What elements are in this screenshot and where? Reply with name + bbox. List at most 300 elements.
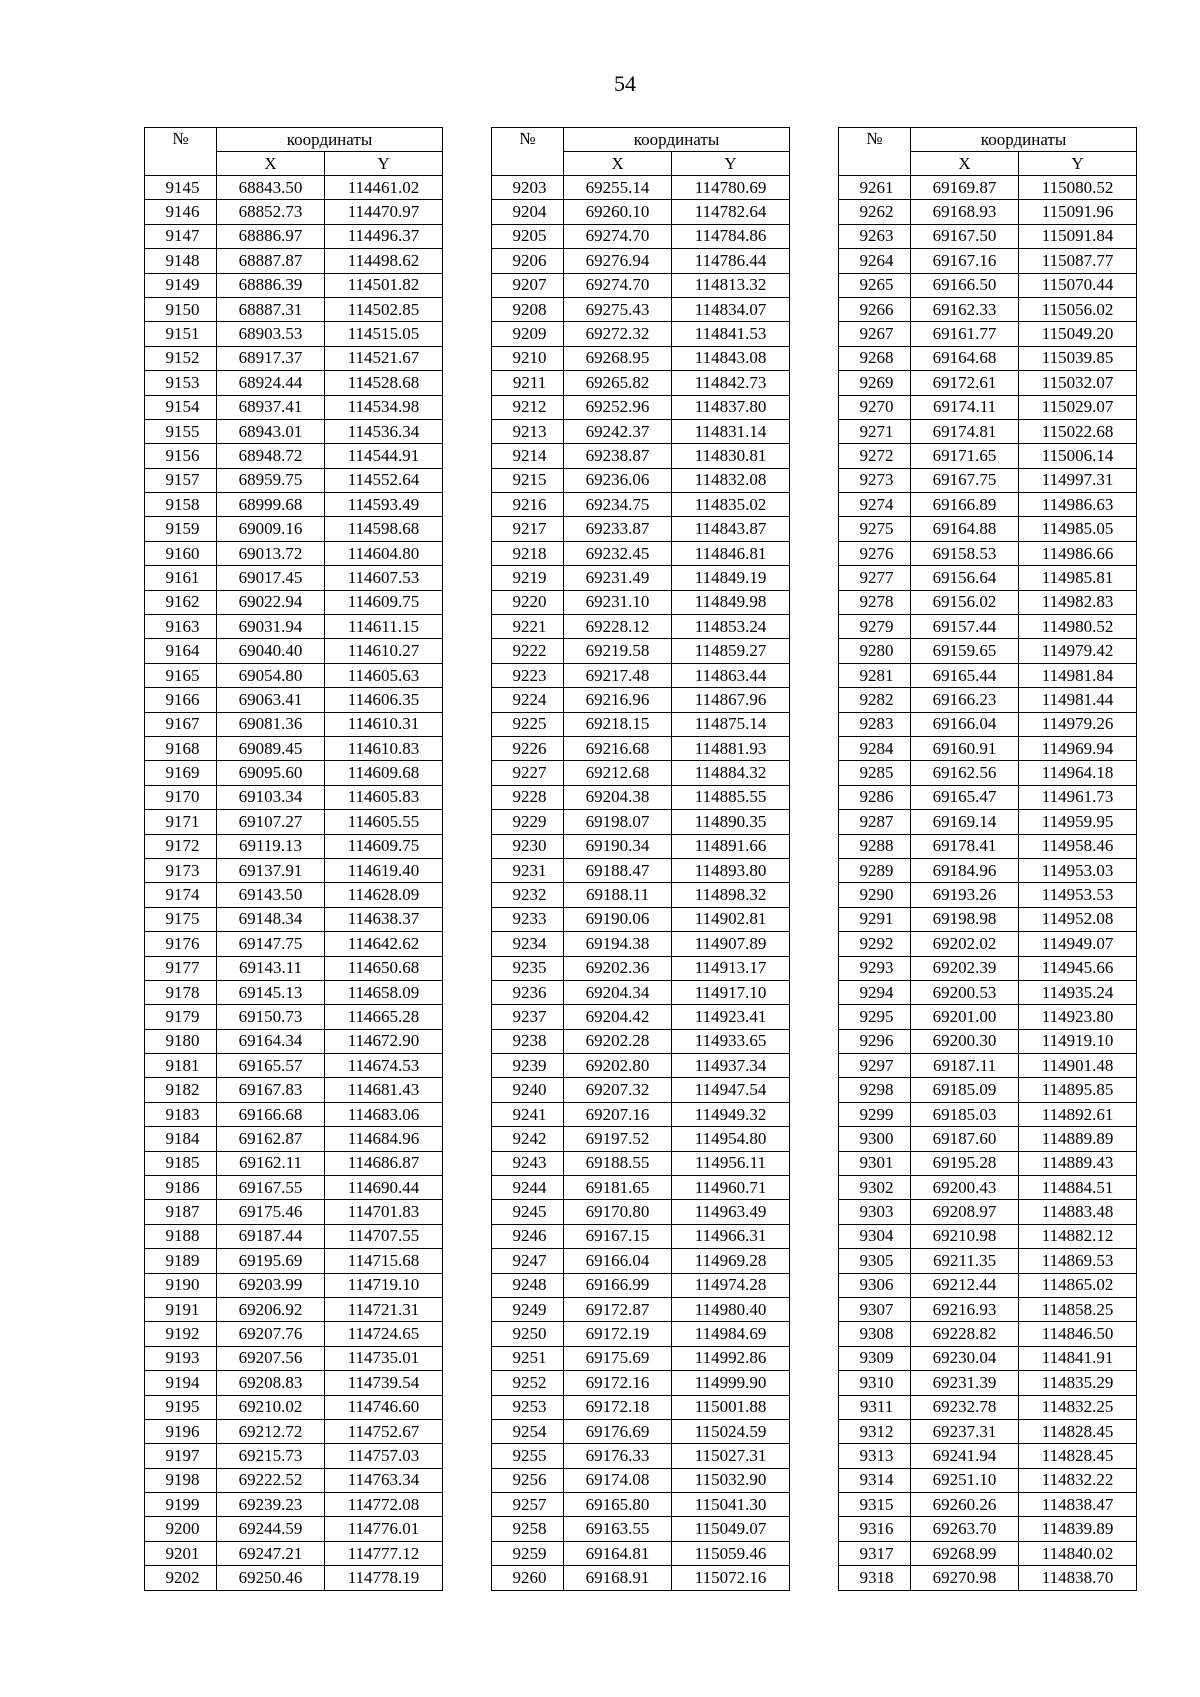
point-number: 9226 xyxy=(492,736,564,760)
y-coordinate: 115087.77 xyxy=(1019,249,1137,273)
x-coordinate: 69201.00 xyxy=(911,1005,1019,1029)
y-coordinate: 114828.45 xyxy=(1019,1419,1137,1443)
point-number: 9297 xyxy=(839,1054,911,1078)
y-coordinate: 114875.14 xyxy=(672,712,790,736)
x-coordinate: 69207.32 xyxy=(564,1078,672,1102)
y-coordinate: 114843.87 xyxy=(672,517,790,541)
y-coordinate: 114830.81 xyxy=(672,444,790,468)
y-coordinate: 114885.55 xyxy=(672,785,790,809)
y-coordinate: 114619.40 xyxy=(325,858,443,882)
x-coordinate: 69200.43 xyxy=(911,1176,1019,1200)
table-row xyxy=(839,273,1137,297)
table-row xyxy=(839,1297,1137,1321)
y-coordinate: 114846.50 xyxy=(1019,1322,1137,1346)
y-coordinate: 114752.67 xyxy=(325,1419,443,1443)
x-coordinate: 69040.40 xyxy=(217,639,325,663)
point-number: 9255 xyxy=(492,1444,564,1468)
x-coordinate: 69165.80 xyxy=(564,1493,672,1517)
x-coordinate: 69184.96 xyxy=(911,858,1019,882)
y-coordinate: 114858.25 xyxy=(1019,1297,1137,1321)
table-row xyxy=(839,1273,1137,1297)
point-number: 9313 xyxy=(839,1444,911,1468)
table-row xyxy=(839,883,1137,907)
table-row xyxy=(839,1151,1137,1175)
point-number: 9159 xyxy=(145,517,217,541)
y-coordinate: 114923.41 xyxy=(672,1005,790,1029)
point-number: 9149 xyxy=(145,273,217,297)
point-number: 9283 xyxy=(839,712,911,736)
x-coordinate: 69022.94 xyxy=(217,590,325,614)
y-coordinate: 114496.37 xyxy=(325,224,443,248)
table-row xyxy=(492,1541,790,1565)
x-coordinate: 69162.56 xyxy=(911,761,1019,785)
table-row xyxy=(145,224,443,248)
point-number: 9158 xyxy=(145,493,217,517)
table-row xyxy=(839,1102,1137,1126)
table-row xyxy=(492,883,790,907)
x-coordinate: 69219.58 xyxy=(564,639,672,663)
x-coordinate: 69195.69 xyxy=(217,1249,325,1273)
y-coordinate: 114841.53 xyxy=(672,322,790,346)
x-coordinate: 69208.83 xyxy=(217,1371,325,1395)
x-coordinate: 68937.41 xyxy=(217,395,325,419)
table-row xyxy=(145,834,443,858)
y-coordinate: 115070.44 xyxy=(1019,273,1137,297)
table-row xyxy=(839,980,1137,1004)
table-row xyxy=(839,1566,1137,1590)
x-coordinate: 69204.42 xyxy=(564,1005,672,1029)
table-row xyxy=(492,590,790,614)
y-coordinate: 114610.83 xyxy=(325,736,443,760)
x-coordinate: 69238.87 xyxy=(564,444,672,468)
y-coordinate: 114849.19 xyxy=(672,566,790,590)
y-coordinate: 114746.60 xyxy=(325,1395,443,1419)
x-coordinate: 69263.70 xyxy=(911,1517,1019,1541)
y-coordinate: 114690.44 xyxy=(325,1176,443,1200)
x-coordinate: 69166.50 xyxy=(911,273,1019,297)
table-row xyxy=(839,224,1137,248)
y-coordinate: 115039.85 xyxy=(1019,346,1137,370)
y-coordinate: 114501.82 xyxy=(325,273,443,297)
table-row xyxy=(839,371,1137,395)
point-number: 9187 xyxy=(145,1200,217,1224)
table-row xyxy=(839,566,1137,590)
x-coordinate: 69230.04 xyxy=(911,1346,1019,1370)
x-coordinate: 69187.44 xyxy=(217,1224,325,1248)
point-number: 9156 xyxy=(145,444,217,468)
point-number: 9290 xyxy=(839,883,911,907)
point-number: 9193 xyxy=(145,1346,217,1370)
point-number: 9196 xyxy=(145,1419,217,1443)
x-coordinate: 69204.34 xyxy=(564,980,672,1004)
point-number: 9164 xyxy=(145,639,217,663)
point-number: 9223 xyxy=(492,663,564,687)
x-coordinate: 69095.60 xyxy=(217,761,325,785)
x-coordinate: 69231.10 xyxy=(564,590,672,614)
y-coordinate: 114724.65 xyxy=(325,1322,443,1346)
point-number: 9230 xyxy=(492,834,564,858)
point-number: 9318 xyxy=(839,1566,911,1590)
y-coordinate: 114907.89 xyxy=(672,932,790,956)
point-number: 9171 xyxy=(145,810,217,834)
x-coordinate: 69195.28 xyxy=(911,1151,1019,1175)
table-row xyxy=(492,468,790,492)
point-number: 9176 xyxy=(145,932,217,956)
x-coordinate: 69188.47 xyxy=(564,858,672,882)
y-coordinate: 114979.42 xyxy=(1019,639,1137,663)
point-number: 9254 xyxy=(492,1419,564,1443)
y-coordinate: 114840.02 xyxy=(1019,1541,1137,1565)
point-number: 9152 xyxy=(145,346,217,370)
table-row xyxy=(492,1200,790,1224)
table-row xyxy=(492,419,790,443)
table-row xyxy=(492,395,790,419)
y-coordinate: 114843.08 xyxy=(672,346,790,370)
x-coordinate: 69167.50 xyxy=(911,224,1019,248)
x-coordinate: 69167.16 xyxy=(911,249,1019,273)
x-coordinate: 69207.16 xyxy=(564,1102,672,1126)
table-row xyxy=(145,1371,443,1395)
x-coordinate: 69165.44 xyxy=(911,663,1019,687)
y-coordinate: 114681.43 xyxy=(325,1078,443,1102)
x-coordinate: 69208.97 xyxy=(911,1200,1019,1224)
y-coordinate: 114881.93 xyxy=(672,736,790,760)
y-coordinate: 114853.24 xyxy=(672,615,790,639)
number-column-header: № xyxy=(145,128,217,176)
point-number: 9282 xyxy=(839,688,911,712)
x-coordinate: 69198.07 xyxy=(564,810,672,834)
x-coordinate: 69232.45 xyxy=(564,541,672,565)
y-coordinate: 114610.27 xyxy=(325,639,443,663)
y-coordinate: 114835.02 xyxy=(672,493,790,517)
y-column-header: Y xyxy=(672,152,790,176)
x-coordinate: 69207.56 xyxy=(217,1346,325,1370)
point-number: 9300 xyxy=(839,1127,911,1151)
x-coordinate: 69162.33 xyxy=(911,297,1019,321)
point-number: 9163 xyxy=(145,615,217,639)
point-number: 9316 xyxy=(839,1517,911,1541)
x-coordinate: 69174.81 xyxy=(911,419,1019,443)
point-number: 9305 xyxy=(839,1249,911,1273)
y-coordinate: 114917.10 xyxy=(672,980,790,1004)
y-coordinate: 114902.81 xyxy=(672,907,790,931)
table-row xyxy=(839,1029,1137,1053)
x-coordinate: 69009.16 xyxy=(217,517,325,541)
point-number: 9162 xyxy=(145,590,217,614)
x-coordinate: 69172.61 xyxy=(911,371,1019,395)
table-row xyxy=(839,1322,1137,1346)
point-number: 9167 xyxy=(145,712,217,736)
point-number: 9146 xyxy=(145,200,217,224)
point-number: 9314 xyxy=(839,1468,911,1492)
point-number: 9182 xyxy=(145,1078,217,1102)
x-coordinate: 69170.80 xyxy=(564,1200,672,1224)
x-column-header: X xyxy=(217,152,325,176)
y-coordinate: 114837.80 xyxy=(672,395,790,419)
y-coordinate: 114609.75 xyxy=(325,834,443,858)
y-coordinate: 114778.19 xyxy=(325,1566,443,1590)
x-coordinate: 69166.04 xyxy=(564,1249,672,1273)
table-row xyxy=(492,1005,790,1029)
table-row xyxy=(145,590,443,614)
x-coordinate: 69202.39 xyxy=(911,956,1019,980)
table-row xyxy=(145,712,443,736)
y-coordinate: 114638.37 xyxy=(325,907,443,931)
x-coordinate: 69164.88 xyxy=(911,517,1019,541)
point-number: 9177 xyxy=(145,956,217,980)
point-number: 9209 xyxy=(492,322,564,346)
y-coordinate: 114964.18 xyxy=(1019,761,1137,785)
y-coordinate: 114650.68 xyxy=(325,956,443,980)
table-row xyxy=(839,834,1137,858)
x-coordinate: 68886.39 xyxy=(217,273,325,297)
table-row xyxy=(145,639,443,663)
y-coordinate: 114895.85 xyxy=(1019,1078,1137,1102)
x-coordinate: 69187.60 xyxy=(911,1127,1019,1151)
point-number: 9234 xyxy=(492,932,564,956)
y-coordinate: 114891.66 xyxy=(672,834,790,858)
y-column-header: Y xyxy=(1019,152,1137,176)
x-coordinate: 69163.55 xyxy=(564,1517,672,1541)
y-coordinate: 114606.35 xyxy=(325,688,443,712)
table-row xyxy=(492,858,790,882)
point-number: 9221 xyxy=(492,615,564,639)
table-row xyxy=(145,1395,443,1419)
x-coordinate: 69164.81 xyxy=(564,1541,672,1565)
x-coordinate: 69244.59 xyxy=(217,1517,325,1541)
point-number: 9243 xyxy=(492,1151,564,1175)
y-coordinate: 114839.89 xyxy=(1019,1517,1137,1541)
point-number: 9239 xyxy=(492,1054,564,1078)
table-row xyxy=(145,1493,443,1517)
y-coordinate: 114835.29 xyxy=(1019,1371,1137,1395)
table-row xyxy=(145,1273,443,1297)
y-coordinate: 114686.87 xyxy=(325,1151,443,1175)
x-coordinate: 69193.26 xyxy=(911,883,1019,907)
y-coordinate: 114884.51 xyxy=(1019,1176,1137,1200)
x-coordinate: 69187.11 xyxy=(911,1054,1019,1078)
y-coordinate: 114863.44 xyxy=(672,663,790,687)
table-row xyxy=(839,346,1137,370)
y-coordinate: 114892.61 xyxy=(1019,1102,1137,1126)
point-number: 9175 xyxy=(145,907,217,931)
point-number: 9205 xyxy=(492,224,564,248)
table-row xyxy=(839,810,1137,834)
point-number: 9288 xyxy=(839,834,911,858)
y-coordinate: 115032.07 xyxy=(1019,371,1137,395)
y-coordinate: 114949.07 xyxy=(1019,932,1137,956)
y-coordinate: 114665.28 xyxy=(325,1005,443,1029)
x-coordinate: 69250.46 xyxy=(217,1566,325,1590)
point-number: 9172 xyxy=(145,834,217,858)
y-coordinate: 114607.53 xyxy=(325,566,443,590)
point-number: 9227 xyxy=(492,761,564,785)
y-coordinate: 114604.80 xyxy=(325,541,443,565)
point-number: 9202 xyxy=(145,1566,217,1590)
point-number: 9289 xyxy=(839,858,911,882)
point-number: 9217 xyxy=(492,517,564,541)
x-coordinate: 69202.36 xyxy=(564,956,672,980)
point-number: 9308 xyxy=(839,1322,911,1346)
x-coordinate: 69176.69 xyxy=(564,1419,672,1443)
x-coordinate: 68948.72 xyxy=(217,444,325,468)
point-number: 9284 xyxy=(839,736,911,760)
number-column-header: № xyxy=(492,128,564,176)
table-row xyxy=(839,1517,1137,1541)
table-row xyxy=(839,956,1137,980)
x-coordinate: 69202.28 xyxy=(564,1029,672,1053)
table-row xyxy=(492,1297,790,1321)
x-coordinate: 69268.95 xyxy=(564,346,672,370)
table-row xyxy=(145,1127,443,1151)
y-coordinate: 114544.91 xyxy=(325,444,443,468)
y-coordinate: 114838.47 xyxy=(1019,1493,1137,1517)
x-coordinate: 69158.53 xyxy=(911,541,1019,565)
table-row xyxy=(839,1176,1137,1200)
y-coordinate: 114883.48 xyxy=(1019,1200,1137,1224)
x-coordinate: 69206.92 xyxy=(217,1297,325,1321)
x-coordinate: 69188.11 xyxy=(564,883,672,907)
x-coordinate: 68887.31 xyxy=(217,297,325,321)
table-row xyxy=(492,1346,790,1370)
table-row xyxy=(492,200,790,224)
point-number: 9160 xyxy=(145,541,217,565)
table-row xyxy=(145,517,443,541)
table-row xyxy=(145,663,443,687)
y-coordinate: 115032.90 xyxy=(672,1468,790,1492)
x-coordinate: 69212.44 xyxy=(911,1273,1019,1297)
y-coordinate: 114605.55 xyxy=(325,810,443,834)
table-row xyxy=(145,761,443,785)
point-number: 9157 xyxy=(145,468,217,492)
point-number: 9198 xyxy=(145,1468,217,1492)
x-coordinate: 69165.57 xyxy=(217,1054,325,1078)
table-row xyxy=(839,249,1137,273)
point-number: 9235 xyxy=(492,956,564,980)
table-row xyxy=(145,468,443,492)
point-number: 9173 xyxy=(145,858,217,882)
x-coordinate: 69202.80 xyxy=(564,1054,672,1078)
point-number: 9306 xyxy=(839,1273,911,1297)
table-row xyxy=(492,346,790,370)
y-coordinate: 114841.91 xyxy=(1019,1346,1137,1370)
point-number: 9246 xyxy=(492,1224,564,1248)
x-coordinate: 69236.06 xyxy=(564,468,672,492)
table-row xyxy=(145,1102,443,1126)
table-row xyxy=(145,956,443,980)
point-number: 9207 xyxy=(492,273,564,297)
y-coordinate: 114832.08 xyxy=(672,468,790,492)
table-row xyxy=(492,1566,790,1590)
point-number: 9304 xyxy=(839,1224,911,1248)
point-number: 9280 xyxy=(839,639,911,663)
point-number: 9259 xyxy=(492,1541,564,1565)
y-coordinate: 114889.89 xyxy=(1019,1127,1137,1151)
point-number: 9195 xyxy=(145,1395,217,1419)
table-row xyxy=(145,1249,443,1273)
point-number: 9222 xyxy=(492,639,564,663)
point-number: 9191 xyxy=(145,1297,217,1321)
x-coordinate: 69143.11 xyxy=(217,956,325,980)
table-row xyxy=(492,1419,790,1443)
x-coordinate: 69210.02 xyxy=(217,1395,325,1419)
point-number: 9274 xyxy=(839,493,911,517)
table-row xyxy=(145,1566,443,1590)
x-column-header: X xyxy=(564,152,672,176)
point-number: 9265 xyxy=(839,273,911,297)
y-coordinate: 114628.09 xyxy=(325,883,443,907)
x-coordinate: 69103.34 xyxy=(217,785,325,809)
table-row xyxy=(492,249,790,273)
y-coordinate: 114721.31 xyxy=(325,1297,443,1321)
x-coordinate: 69172.16 xyxy=(564,1371,672,1395)
y-coordinate: 114986.63 xyxy=(1019,493,1137,517)
point-number: 9270 xyxy=(839,395,911,419)
table-row xyxy=(839,712,1137,736)
y-coordinate: 114461.02 xyxy=(325,176,443,200)
table-row xyxy=(492,736,790,760)
y-coordinate: 114867.96 xyxy=(672,688,790,712)
x-coordinate: 69174.08 xyxy=(564,1468,672,1492)
table-row xyxy=(839,663,1137,687)
x-coordinate: 69175.69 xyxy=(564,1346,672,1370)
y-coordinate: 114772.08 xyxy=(325,1493,443,1517)
y-coordinate: 114611.15 xyxy=(325,615,443,639)
x-coordinate: 69228.82 xyxy=(911,1322,1019,1346)
x-coordinate: 69210.98 xyxy=(911,1224,1019,1248)
y-coordinate: 114757.03 xyxy=(325,1444,443,1468)
y-coordinate: 114701.83 xyxy=(325,1200,443,1224)
table-row xyxy=(492,1224,790,1248)
table-row xyxy=(145,1322,443,1346)
table-row xyxy=(492,1444,790,1468)
table-row xyxy=(145,200,443,224)
y-coordinate: 114963.49 xyxy=(672,1200,790,1224)
x-coordinate: 69143.50 xyxy=(217,883,325,907)
table-row xyxy=(492,785,790,809)
point-number: 9244 xyxy=(492,1176,564,1200)
y-coordinate: 114882.12 xyxy=(1019,1224,1137,1248)
table-row xyxy=(145,1468,443,1492)
x-coordinate: 68843.50 xyxy=(217,176,325,200)
point-number: 9252 xyxy=(492,1371,564,1395)
y-coordinate: 114672.90 xyxy=(325,1029,443,1053)
x-coordinate: 69203.99 xyxy=(217,1273,325,1297)
x-coordinate: 69212.72 xyxy=(217,1419,325,1443)
x-coordinate: 69232.78 xyxy=(911,1395,1019,1419)
point-number: 9169 xyxy=(145,761,217,785)
y-coordinate: 114521.67 xyxy=(325,346,443,370)
x-coordinate: 69167.83 xyxy=(217,1078,325,1102)
y-coordinate: 114552.64 xyxy=(325,468,443,492)
point-number: 9301 xyxy=(839,1151,911,1175)
table-row xyxy=(839,1127,1137,1151)
point-number: 9275 xyxy=(839,517,911,541)
point-number: 9271 xyxy=(839,419,911,443)
y-coordinate: 114960.71 xyxy=(672,1176,790,1200)
table-row xyxy=(145,615,443,639)
x-coordinate: 69159.65 xyxy=(911,639,1019,663)
x-coordinate: 69185.09 xyxy=(911,1078,1019,1102)
coordinates-column-header: координаты xyxy=(564,128,790,152)
y-coordinate: 115049.07 xyxy=(672,1517,790,1541)
x-coordinate: 69119.13 xyxy=(217,834,325,858)
point-number: 9278 xyxy=(839,590,911,614)
x-coordinate: 69160.91 xyxy=(911,736,1019,760)
table-row xyxy=(492,1493,790,1517)
x-coordinate: 69107.27 xyxy=(217,810,325,834)
x-coordinate: 69172.87 xyxy=(564,1297,672,1321)
